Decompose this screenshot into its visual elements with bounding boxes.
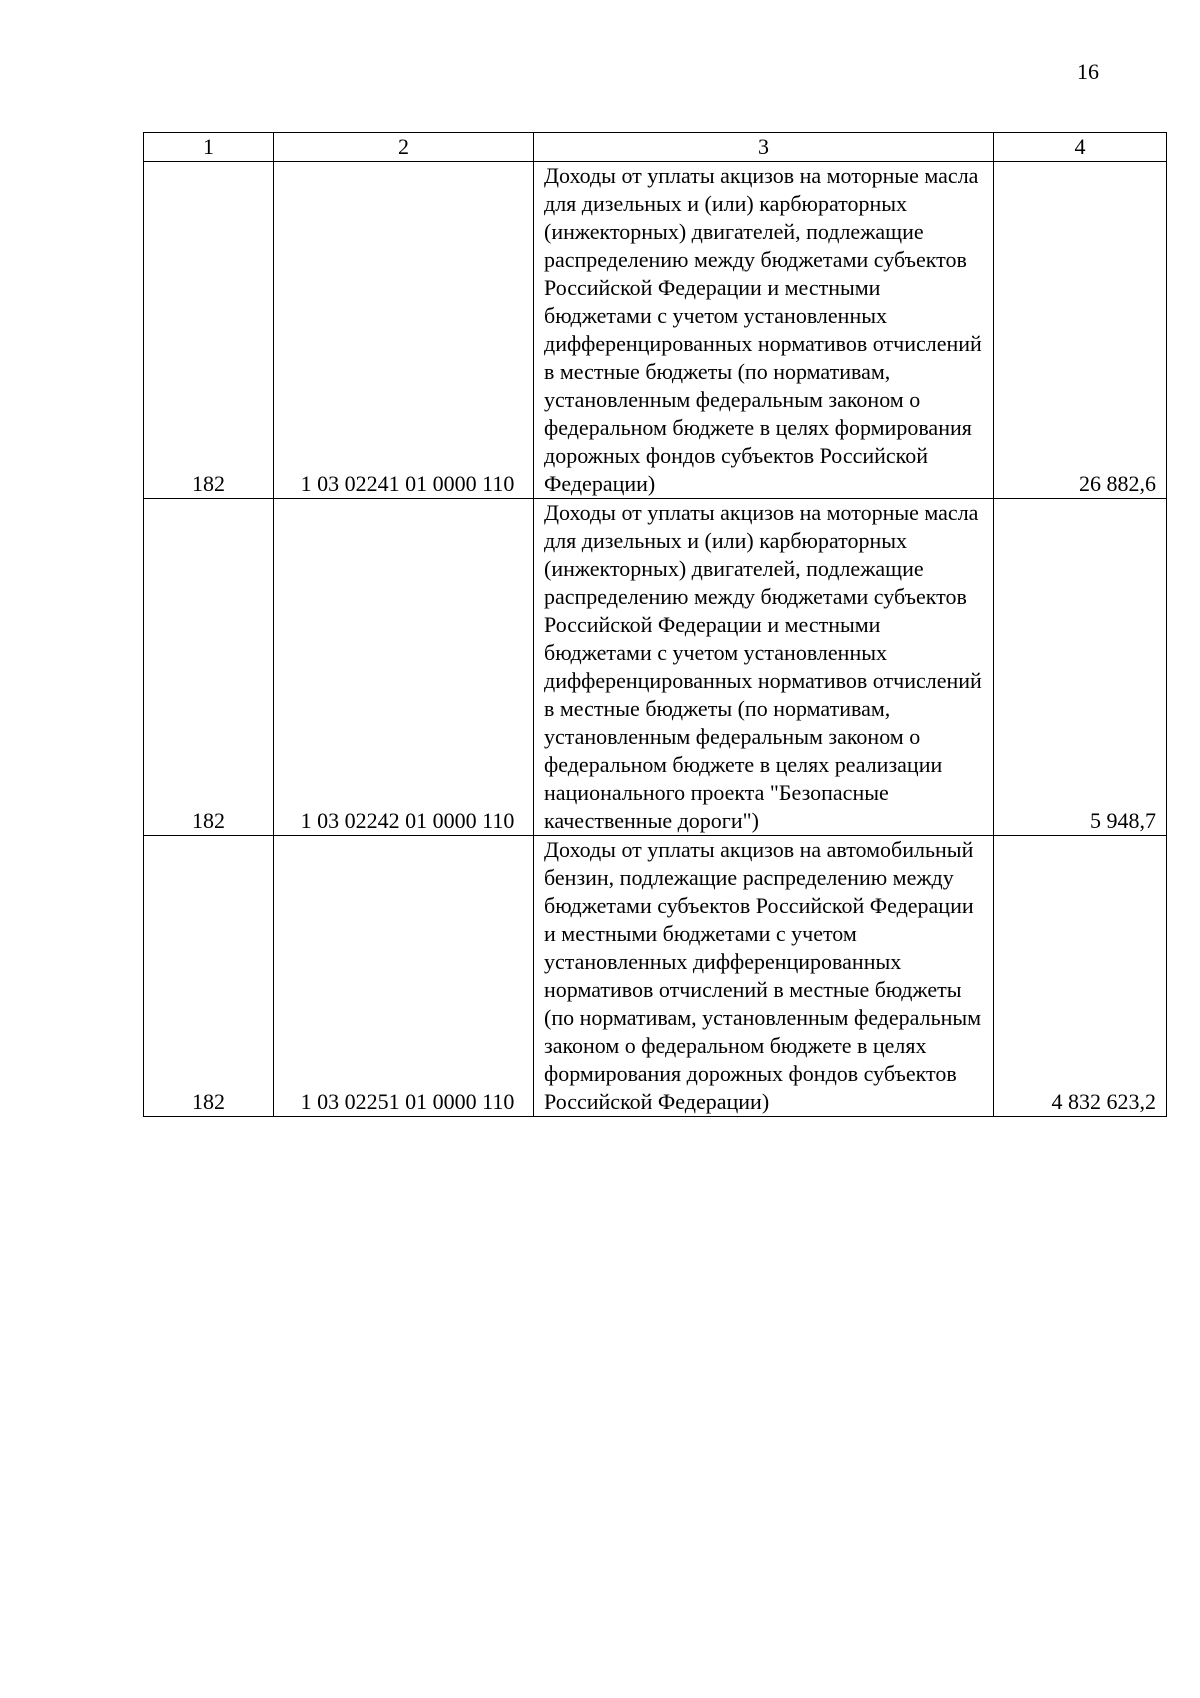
revenue-table (143, 132, 1167, 1117)
column-header-2: 2 (274, 133, 534, 162)
description-cell: Доходы от уплаты акцизов на моторные масла для дизельных и (или) карбюраторных (инжекторных) двигателей, подлежащие распределению между бюджетами субъектов Российской Федерации и местными бюджетами с учетом установленных дифференцированных нормативов отчислений в местные бюджеты (по нормативам, установленным федеральным законом о федеральном бюджете в целях реализации национального проекта "Безопасные качественные дороги") (534, 499, 994, 836)
table-body (144, 162, 1167, 1117)
amount-cell: 5 948,7 (994, 499, 1167, 836)
amount-cell: 4 832 623,2 (994, 836, 1167, 1117)
table-row (144, 162, 1167, 499)
column-header-1: 1 (144, 133, 274, 162)
kbk-code-cell: 1 03 02251 01 0000 110 (274, 836, 534, 1117)
description-cell: Доходы от уплаты акцизов на автомобильный бензин, подлежащие распределению между бюджетами субъектов Российской Федерации и местными бюджетами с учетом установленных дифференцированных нормативов отчислений в местные бюджеты (по нормативам, установленным федеральным законом о федеральном бюджете в целях формирования дорожных фондов субъектов Российской Федерации) (534, 836, 994, 1117)
amount-cell: 26 882,6 (994, 162, 1167, 499)
column-header-4: 4 (994, 133, 1167, 162)
table-header (144, 133, 1167, 162)
table-row (144, 499, 1167, 836)
description-cell: Доходы от уплаты акцизов на моторные масла для дизельных и (или) карбюраторных (инжекторных) двигателей, подлежащие распределению между бюджетами субъектов Российской Федерации и местными бюджетами с учетом установленных дифференцированных нормативов отчислений в местные бюджеты (по нормативам, установленным федеральным законом о федеральном бюджете в целях формирования дорожных фондов субъектов Российской Федерации) (534, 162, 994, 499)
admin-code-cell: 182 (144, 162, 274, 499)
kbk-code-cell: 1 03 02242 01 0000 110 (274, 499, 534, 836)
column-header-3: 3 (534, 133, 994, 162)
admin-code-cell: 182 (144, 499, 274, 836)
kbk-code-cell: 1 03 02241 01 0000 110 (274, 162, 534, 499)
page-number: 16 (1077, 59, 1099, 84)
admin-code-cell: 182 (144, 836, 274, 1117)
table-row (144, 836, 1167, 1117)
header-row (144, 133, 1167, 162)
